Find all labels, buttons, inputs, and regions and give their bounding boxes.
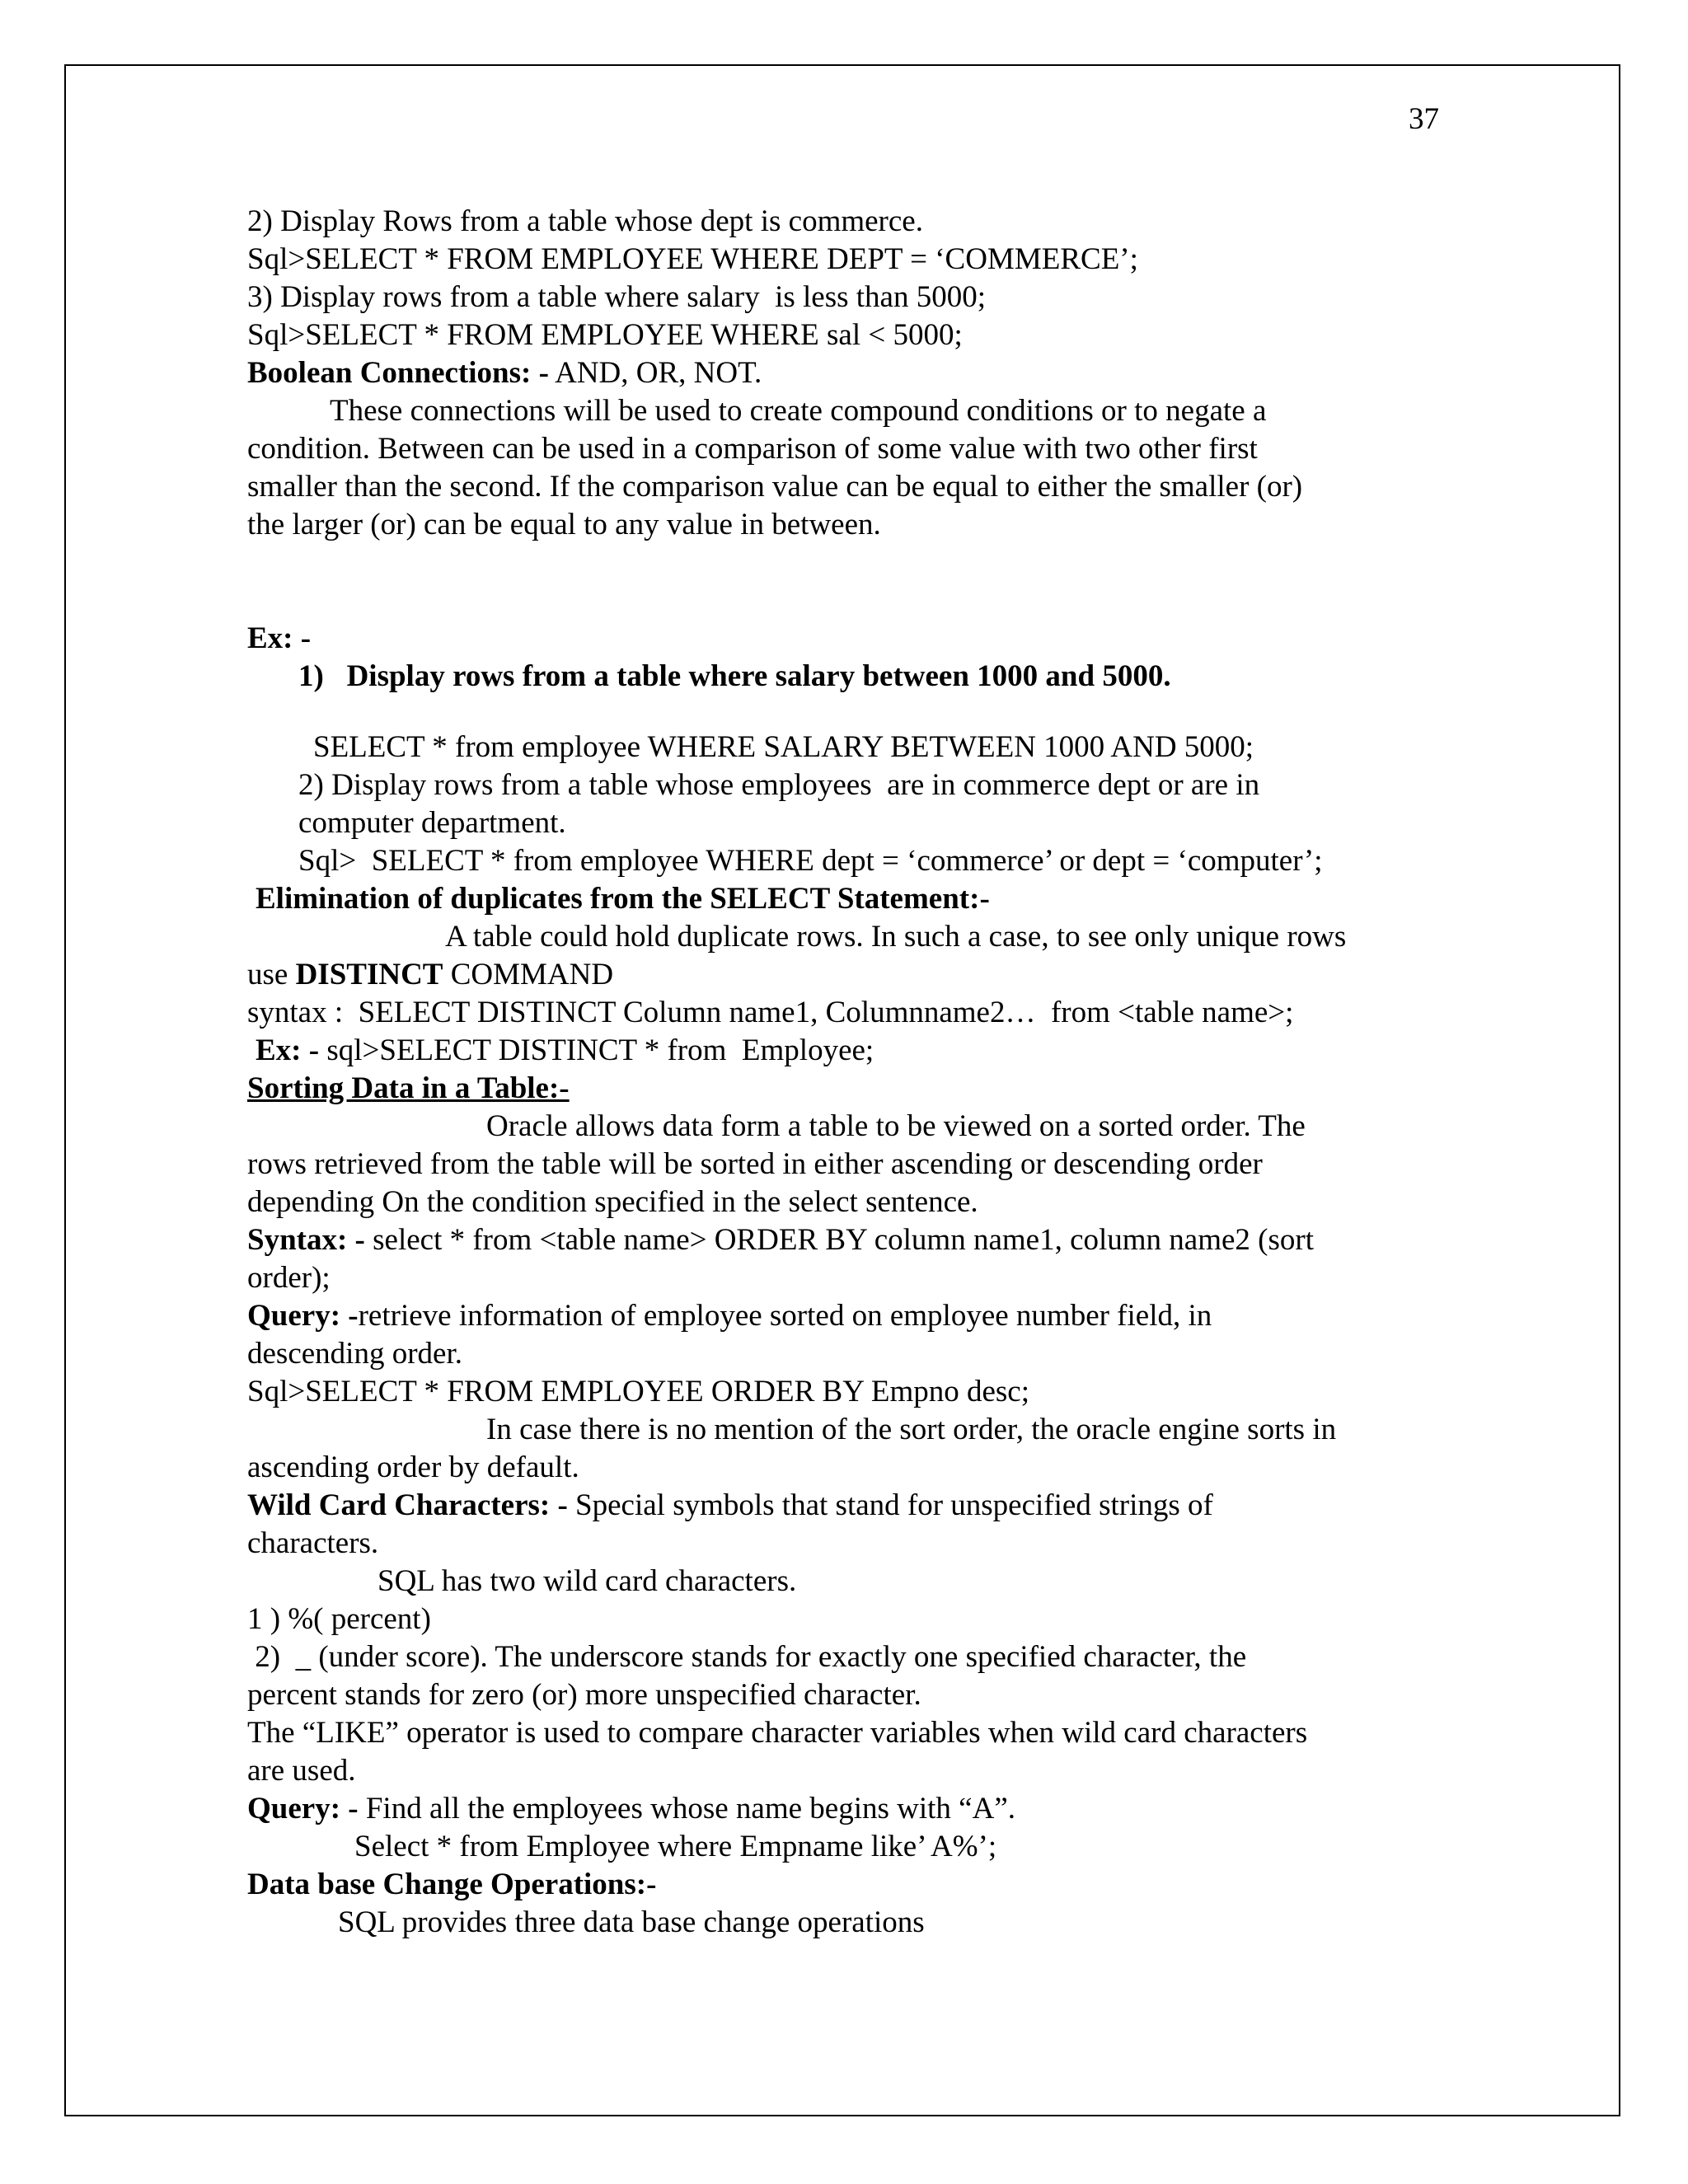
heading-label: Boolean Connections: -: [247, 356, 549, 390]
heading-label: Wild Card Characters: -: [247, 1488, 568, 1522]
code-line: Sql>SELECT * FROM EMPLOYEE WHERE DEPT = ‘COMMERCE’;: [247, 242, 1138, 276]
example-value: sql>SELECT DISTINCT * from Employee;: [319, 1033, 874, 1067]
text-line: SQL has two wild card characters.: [377, 1564, 797, 1598]
distinct-example-line: [256, 1032, 874, 1070]
heading-value: AND, OR, NOT.: [548, 356, 762, 390]
text-line: ascending order by default.: [247, 1451, 579, 1484]
query-label: Query: -: [247, 1792, 359, 1825]
text-line: computer department.: [298, 806, 566, 840]
text-line: SQL provides three data base change operations: [338, 1905, 925, 1939]
heading-value: Special symbols that stand for unspecified strings of: [567, 1488, 1213, 1522]
syntax-label: Syntax: -: [247, 1223, 365, 1257]
text-fragment: COMMAND: [443, 958, 614, 991]
example-item-1: 1) Display rows from a table where salary between 1000 and 5000.: [298, 659, 1171, 693]
distinct-keyword: DISTINCT: [295, 958, 443, 991]
text-fragment: use: [247, 958, 296, 991]
like-query-line: [247, 1790, 1015, 1828]
code-line: Sql>SELECT * FROM EMPLOYEE ORDER BY Empno desc;: [247, 1375, 1029, 1408]
example-label: Ex: -: [256, 1033, 320, 1067]
text-line: percent stands for zero (or) more unspecified character.: [247, 1678, 921, 1712]
syntax-value: select * from <table name> ORDER BY column name1, column name2 (sort: [364, 1223, 1314, 1257]
code-line: Sql>SELECT * FROM EMPLOYEE WHERE sal < 5000;: [247, 318, 963, 352]
text-line: are used.: [247, 1754, 356, 1788]
text-line: These connections will be used to create compound conditions or to negate a: [330, 394, 1267, 428]
change-operations-heading: Data base Change Operations:-: [247, 1868, 657, 1901]
text-line: descending order.: [247, 1337, 462, 1371]
text-line: the larger (or) can be equal to any value in between.: [247, 508, 881, 541]
distinct-line: [247, 956, 613, 994]
example-heading: Ex: -: [247, 621, 312, 655]
elimination-heading: Elimination of duplicates from the SELECT Statement:-: [256, 882, 990, 916]
sort-query-line: [247, 1297, 1212, 1335]
syntax-line: syntax : SELECT DISTINCT Column name1, Columnname2… from <table name>;: [247, 996, 1294, 1029]
code-line: Select * from Employee where Empname like’ A%’;: [354, 1830, 997, 1863]
text-line: order);: [247, 1261, 331, 1295]
text-line: characters.: [247, 1526, 379, 1560]
query-value: Find all the employees whose name begins with “A”.: [358, 1792, 1015, 1825]
text-line: 2) Display rows from a table whose employees are in commerce dept or are in: [298, 768, 1260, 802]
text-line: condition. Between can be used in a comparison of some value with two other first: [247, 432, 1258, 466]
code-line: Sql> SELECT * from employee WHERE dept = ‘commerce’ or dept = ‘computer’;: [298, 844, 1323, 878]
text-line: 2) Display Rows from a table whose dept is commerce.: [247, 204, 923, 238]
text-line: A table could hold duplicate rows. In such a case, to see only unique rows: [445, 920, 1347, 954]
text-line: Oracle allows data form a table to be viewed on a sorted order. The: [486, 1109, 1306, 1143]
text-line: 1 ) %( percent): [247, 1602, 431, 1636]
text-line: 2) _ (under score). The underscore stands for exactly one specified character, the: [247, 1640, 1247, 1674]
text-line: In case there is no mention of the sort order, the oracle engine sorts in: [486, 1413, 1337, 1446]
text-line: The “LIKE” operator is used to compare character variables when wild card characters: [247, 1716, 1308, 1750]
text-line: depending On the condition specified in the select sentence.: [247, 1185, 978, 1219]
query-label: Query: -: [247, 1299, 359, 1333]
wild-card-heading: [247, 1487, 1213, 1525]
page-number: 37: [1409, 102, 1439, 136]
text-line: smaller than the second. If the comparison value can be equal to either the smaller (or): [247, 470, 1303, 504]
sorting-heading: Sorting Data in a Table:-: [247, 1071, 570, 1105]
code-line: SELECT * from employee WHERE SALARY BETWEEN 1000 AND 5000;: [313, 730, 1254, 764]
sort-syntax-line: [247, 1221, 1314, 1259]
query-value: retrieve information of employee sorted on employee number field, in: [358, 1299, 1212, 1333]
boolean-connections-heading: [247, 354, 762, 392]
text-line: rows retrieved from the table will be sorted in either ascending or descending order: [247, 1147, 1263, 1181]
text-line: 3) Display rows from a table where salary is less than 5000;: [247, 280, 987, 314]
